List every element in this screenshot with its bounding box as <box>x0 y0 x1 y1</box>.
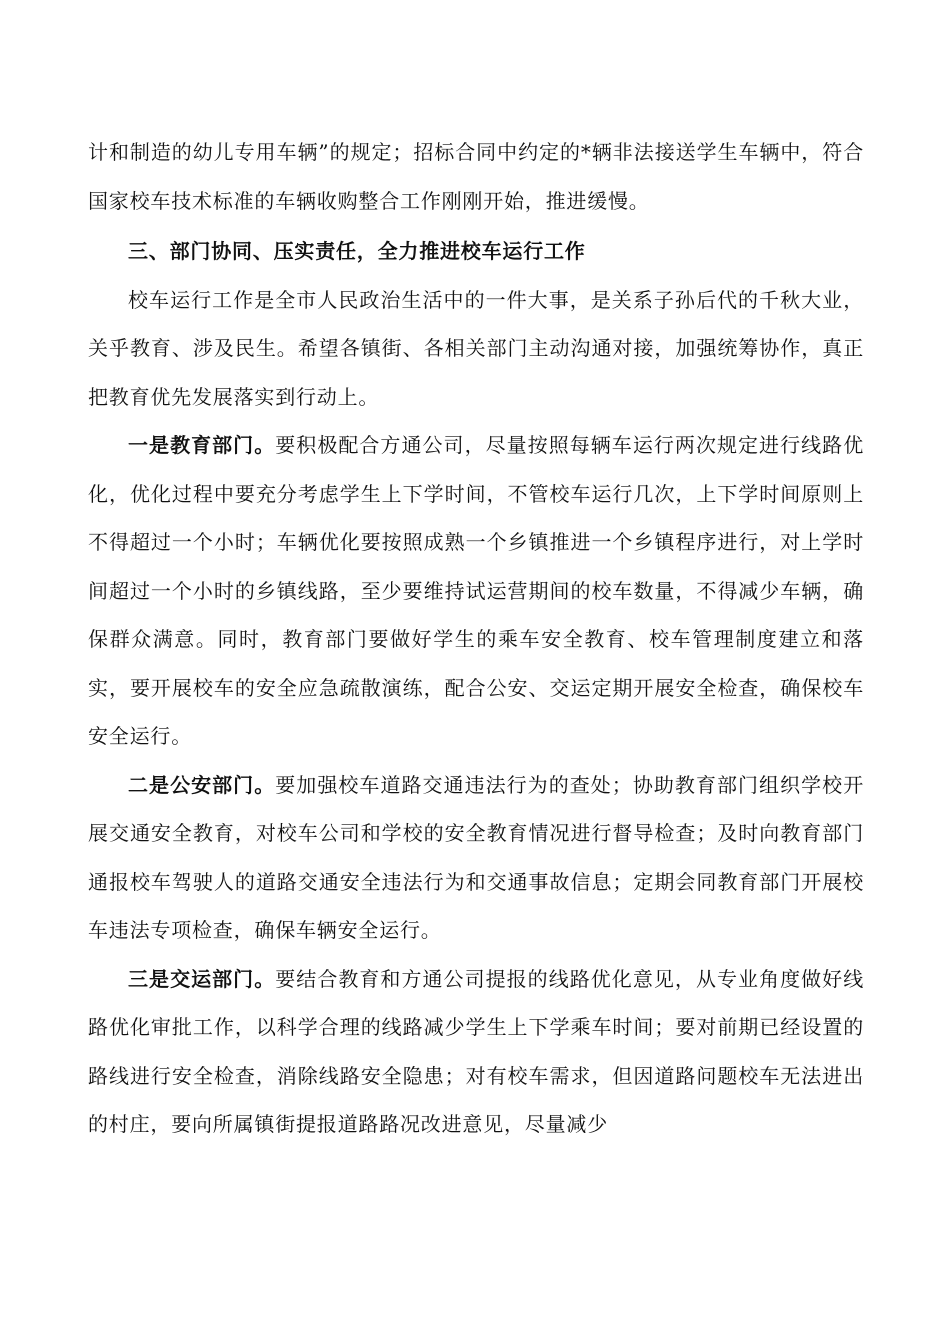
paragraph-transport-body: 要结合教育和方通公司提报的线路优化意见，从专业角度做好线路优化审批工作，以科学合理的线路减少学生上下学乘车时间；要对前期已经设置的路线进行安全检查，消除线路安全隐患；对有校车需求，但因道路问题校车无法进出的村庄，要向所属镇街提报道路路况改进意见，尽量减少 <box>88 966 864 1136</box>
paragraph-public-security-lead: 二是公安部门。 <box>128 772 276 797</box>
document-page <box>88 128 864 1149</box>
paragraph-continuation: 计和制造的幼儿专用车辆”的规定；招标合同中约定的*辆非法接送学生车辆中，符合国家校车技术标准的车辆收购整合工作刚刚开始，推进缓慢。 <box>88 140 864 213</box>
paragraph-public-security-body: 要加强校车道路交通违法行为的查处；协助教育部门组织学校开展交通安全教育，对校车公司和学校的安全教育情况进行督导检查；及时向教育部门通报校车驾驶人的道路交通安全违法行为和交通事故信息；定期会同教育部门开展校车违法专项检查，确保车辆安全运行。 <box>88 772 864 942</box>
paragraph-public-security <box>88 761 864 955</box>
paragraph-transport <box>88 955 864 1149</box>
paragraph-education-body: 要积极配合方通公司，尽量按照每辆车运行两次规定进行线路优化，优化过程中要充分考虑学生上下学时间，不管校车运行几次，上下学时间原则上不得超过一个小时；车辆优化要按照成熟一个乡镇推进一个乡镇程序进行，对上学时间超过一个小时的乡镇线路，至少要维持试运营期间的校车数量，不得减少车辆，确保群众满意。同时，教育部门要做好学生的乘车安全教育、校车管理制度建立和落实，要开展校车的安全应急疏散演练，配合公安、交运定期开展安全检查，确保校车安全运行。 <box>88 433 864 748</box>
paragraph-education-lead: 一是教育部门。 <box>128 433 276 457</box>
paragraph-intro: 校车运行工作是全市人民政治生活中的一件大事，是关系子孙后代的千秋大业，关乎教育、涉及民生。希望各镇街、各相关部门主动沟通对接，加强统筹协作，真正把教育优先发展落实到行动上。 <box>88 287 864 409</box>
section-heading: 三、部门协同、压实责任，全力推进校车运行工作 <box>128 239 586 263</box>
paragraph-education <box>88 421 864 761</box>
paragraph-transport-lead: 三是交运部门。 <box>128 966 276 991</box>
